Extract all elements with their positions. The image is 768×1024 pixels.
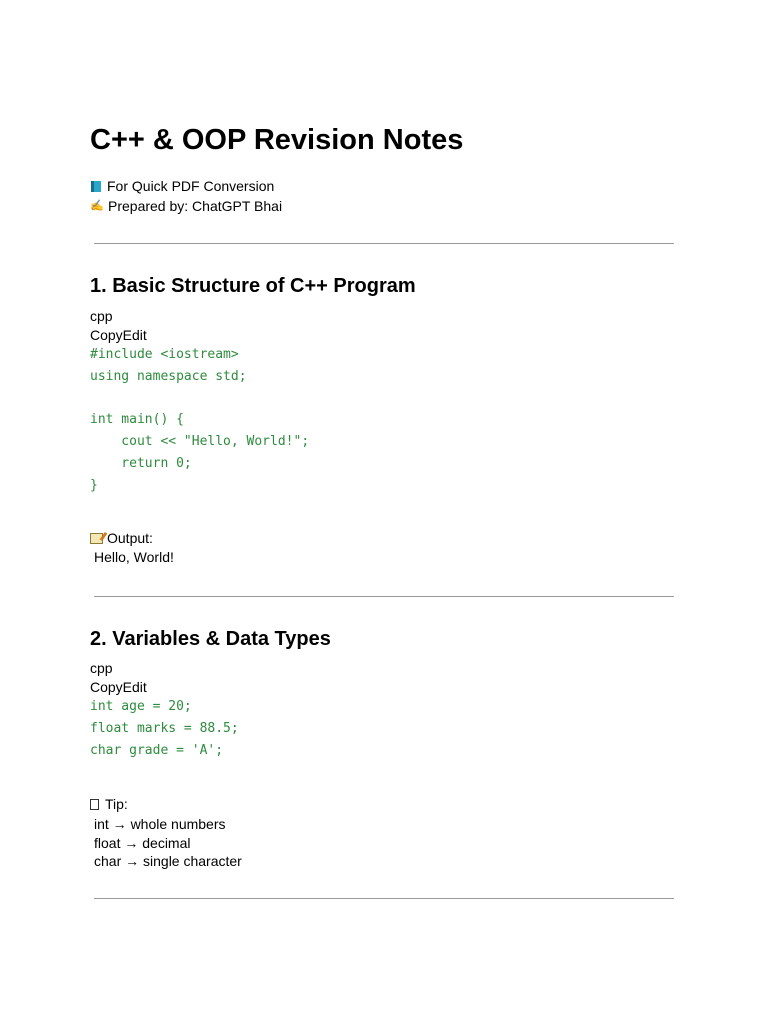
divider — [94, 243, 674, 244]
code-line: using namespace std; — [90, 368, 247, 384]
meta-text: For Quick PDF Conversion — [107, 178, 275, 194]
writing-hand-icon: ✍ — [90, 200, 104, 212]
memo-icon — [90, 533, 103, 544]
note-line: int → whole numbers — [94, 816, 226, 832]
code-block — [90, 696, 239, 761]
book-icon — [91, 181, 101, 192]
tip-note — [90, 795, 128, 814]
meta-text: Prepared by: ChatGPT Bhai — [108, 198, 283, 214]
code-line: int main() { — [90, 412, 184, 428]
box-icon — [90, 799, 99, 810]
code-line: #include <iostream> — [90, 347, 239, 362]
section-heading-variables: 2. Variables & Data Types — [90, 628, 331, 650]
code-line: cout << "Hello, World!"; — [90, 434, 310, 450]
meta-line-conversion — [90, 176, 274, 196]
divider — [94, 898, 674, 899]
code-line: float marks = 88.5; — [90, 720, 239, 736]
page-title: C++ & OOP Revision Notes — [90, 124, 464, 156]
copy-edit-label[interactable]: CopyEdit — [90, 327, 147, 343]
code-language-label: cpp — [90, 308, 113, 324]
output-note — [90, 529, 153, 548]
divider — [94, 596, 674, 597]
code-line: int age = 20; — [90, 699, 192, 714]
code-line: char grade = 'A'; — [90, 742, 224, 758]
note-line: float → decimal — [94, 835, 191, 851]
code-line: } — [90, 477, 98, 493]
code-block — [90, 344, 309, 497]
note-label: Tip: — [105, 796, 128, 812]
section-heading-basic-structure: 1. Basic Structure of C++ Program — [90, 275, 416, 297]
copy-edit-label[interactable]: CopyEdit — [90, 679, 147, 695]
meta-line-author — [90, 196, 282, 216]
note-line: Hello, World! — [94, 549, 174, 565]
code-language-label: cpp — [90, 660, 113, 676]
note-label: Output: — [107, 530, 153, 546]
code-line: return 0; — [90, 455, 192, 471]
note-line: char → single character — [94, 853, 242, 869]
